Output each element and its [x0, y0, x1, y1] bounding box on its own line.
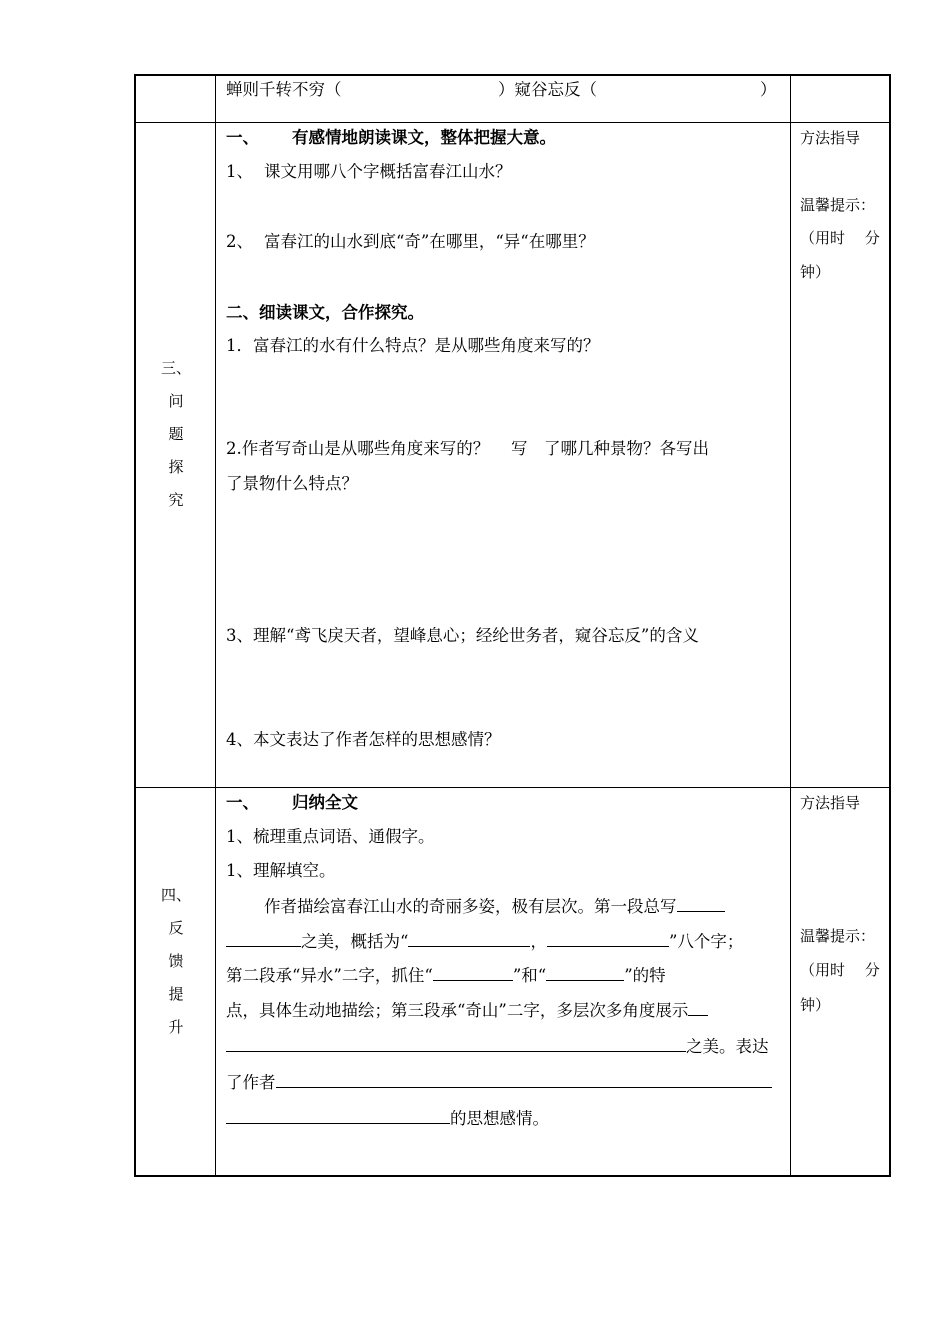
fill-blank[interactable]	[547, 928, 669, 947]
fill-blank[interactable]	[546, 962, 624, 981]
fill-blank[interactable]	[226, 1105, 450, 1124]
fill-text: ，	[530, 932, 547, 951]
question-6: 4、本文表达了作者怎样的思想感情？	[226, 730, 501, 749]
section3-heading1: 有感情地朗读课文，整体把握大意。	[292, 128, 556, 147]
section4-label	[136, 879, 216, 1044]
section3-label-char: 题	[168, 425, 184, 443]
row-divider	[136, 787, 889, 788]
fill-text: ”八个字；	[668, 932, 744, 951]
section4-item-2: 1、理解填空。	[226, 861, 336, 880]
fill-paragraph-line6	[226, 1069, 772, 1095]
section4-heading: 归纳全文	[292, 793, 358, 812]
question-2: 富春江的山水到底“奇”在哪里，“异“在哪里？	[264, 232, 595, 251]
fill-paragraph-line7	[226, 1105, 549, 1131]
section3-label	[136, 352, 216, 517]
top-row-text-3: ）	[760, 80, 777, 99]
section4-label-char: 反	[168, 919, 184, 937]
section4-label-char: 馈	[168, 952, 184, 970]
fill-text: ”和“	[512, 966, 547, 985]
section3-label-char: 问	[168, 392, 184, 410]
section4-heading-num: 一、	[226, 793, 259, 812]
lesson-table	[134, 74, 891, 1177]
section3-heading2: 二、细读课文，合作探究。	[226, 303, 424, 322]
section3-time-line1: （用时 分	[800, 229, 880, 247]
section3-tip: 温馨提示：	[800, 196, 876, 214]
question-2-num: 2、	[226, 232, 253, 251]
section3-label-char: 三、	[160, 359, 191, 377]
row-divider	[136, 122, 889, 123]
fill-text: 了作者	[226, 1073, 276, 1092]
section3-label-char: 探	[168, 458, 184, 476]
section3-heading1-num: 一、	[226, 128, 259, 147]
fill-blank[interactable]	[276, 1069, 772, 1088]
section4-item-1: 1、梳理重点词语、通假字。	[226, 827, 435, 846]
fill-blank[interactable]	[226, 1033, 686, 1052]
section3-label-char: 究	[168, 491, 184, 509]
fill-text: 作者描绘富春江山水的奇丽多姿，极有层次。第一段总写	[264, 897, 677, 916]
fill-paragraph-line2	[226, 928, 743, 954]
fill-paragraph-line5	[226, 1033, 769, 1059]
fill-text: 点，具体生动地描绘；第三段承“奇山”二字，多层次多角度展示	[226, 1001, 689, 1020]
fill-blank[interactable]	[433, 962, 513, 981]
section4-method-guide: 方法指导	[800, 794, 861, 812]
fill-blank[interactable]	[226, 928, 301, 947]
fill-blank[interactable]	[688, 997, 708, 1016]
question-5: 3、理解“鸢飞戾天者，望峰息心；经纶世务者，窥谷忘反”的含义	[226, 626, 699, 645]
column-divider	[790, 76, 791, 1175]
fill-blank[interactable]	[677, 893, 725, 912]
fill-paragraph-line1	[264, 893, 725, 919]
fill-blank[interactable]	[408, 928, 530, 947]
fill-text: 第二段承“异水”二字，抓住“	[226, 966, 433, 985]
question-1-num: 1、	[226, 162, 253, 181]
question-4-line2: 了景物什么特点？	[226, 474, 358, 493]
fill-text: 的思想感情。	[450, 1109, 549, 1128]
section4-time-line2: 钟）	[800, 996, 831, 1014]
section3-time-line2: 钟）	[800, 263, 831, 281]
section4-label-char: 升	[168, 1018, 184, 1036]
top-row-text-1: 蝉则千转不穷（	[226, 80, 342, 99]
fill-text: 之美，概括为“	[301, 932, 409, 951]
question-3: 1．富春江的水有什么特点？是从哪些角度来写的？	[226, 336, 600, 355]
question-1: 课文用哪八个字概括富春江山水？	[264, 162, 512, 181]
fill-text: ”的特	[624, 966, 666, 985]
section3-method-guide: 方法指导	[800, 129, 861, 147]
question-4-line1: 2.作者写奇山是从哪些角度来写的？ 写 了哪几种景物？各写出	[226, 439, 709, 458]
section4-label-char: 提	[168, 985, 184, 1003]
section4-label-char: 四、	[160, 886, 191, 904]
fill-text: 之美。表达	[686, 1037, 769, 1056]
top-row-text-2: ）窥谷忘反（	[498, 80, 597, 99]
fill-paragraph-line3	[226, 962, 666, 988]
section4-tip: 温馨提示：	[800, 927, 876, 945]
fill-paragraph-line4	[226, 997, 708, 1023]
section4-time-line1: （用时 分	[800, 961, 880, 979]
